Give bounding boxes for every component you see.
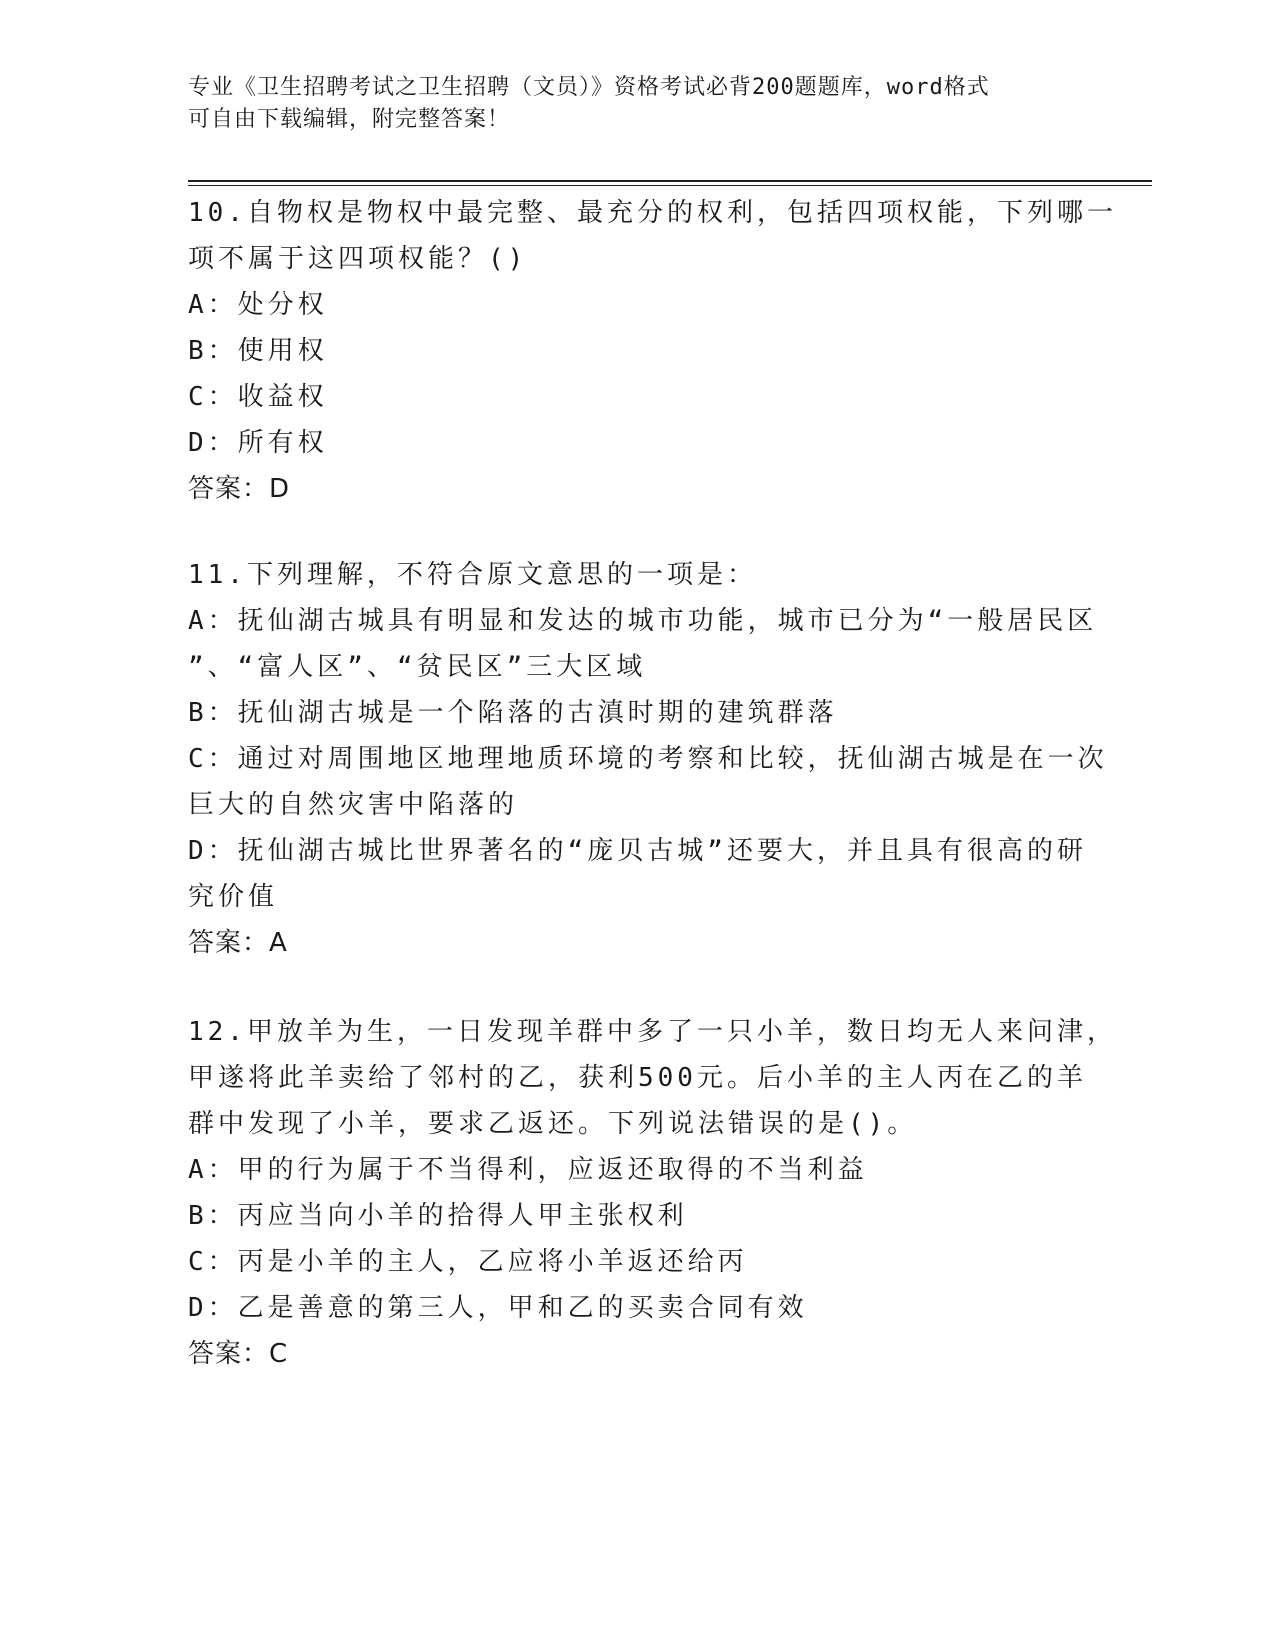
- option-a: A：处分权: [188, 290, 328, 320]
- header-line: 专业《卫生招聘考试之卫生招聘（文员）》资格考试必背200题题库，word格式: [188, 75, 990, 100]
- option-c: C：收益权: [188, 382, 328, 412]
- option-d: D：乙是善意的第三人，甲和乙的买卖合同有效: [188, 1293, 808, 1323]
- option-d: D：抚仙湖古城比世界著名的“庞贝古城”还要大，并且具有很高的研: [188, 836, 1087, 866]
- question-text: 甲遂将此羊卖给了邻村的乙，获利500元。后小羊的主人丙在乙的羊: [188, 1063, 1087, 1093]
- option-b: B：抚仙湖古城是一个陷落的古滇时期的建筑群落: [188, 698, 838, 728]
- question-12: [188, 1009, 1117, 1377]
- answer-line: 答案：D: [188, 474, 291, 504]
- option-c: C：通过对周围地区地理地质环境的考察和比较，抚仙湖古城是在一次: [188, 744, 1108, 774]
- option-b: B：丙应当向小羊的拾得人甲主张权利: [188, 1201, 688, 1231]
- option-c: C：丙是小羊的主人，乙应将小羊返还给丙: [188, 1247, 748, 1277]
- question-text: 10.自物权是物权中最完整、最充分的权利，包括四项权能，下列哪一: [188, 198, 1117, 228]
- question-text: 项不属于这四项权能？(): [188, 244, 528, 274]
- option-a: A：抚仙湖古城具有明显和发达的城市功能，城市已分为“一般居民区: [188, 606, 1098, 636]
- option-d-continued: 究价值: [188, 882, 279, 912]
- question-text: 群中发现了小羊，要求乙返还。下列说法错误的是()。: [188, 1109, 918, 1139]
- question-10: [188, 190, 1117, 512]
- option-a: A：甲的行为属于不当得利，应返还取得的不当利益: [188, 1155, 868, 1185]
- question-text: 11.下列理解，不符合原文意思的一项是：: [188, 560, 757, 590]
- question-text: 12.甲放羊为生，一日发现羊群中多了一只小羊，数日均无人来问津，: [188, 1017, 1117, 1047]
- answer-line: 答案：A: [188, 928, 288, 958]
- header-divider: [188, 180, 1152, 182]
- question-11: [188, 552, 1108, 966]
- option-d: D：所有权: [188, 428, 328, 458]
- header-divider: [188, 185, 1152, 186]
- option-a-continued: ”、“富人区”、“贫民区”三大区域: [188, 652, 647, 682]
- option-b: B：使用权: [188, 336, 328, 366]
- answer-line: 答案：C: [188, 1339, 289, 1369]
- option-c-continued: 巨大的自然灾害中陷落的: [188, 790, 519, 820]
- document-header: [188, 72, 1088, 136]
- header-line: 可自由下载编辑，附完整答案！: [188, 107, 511, 132]
